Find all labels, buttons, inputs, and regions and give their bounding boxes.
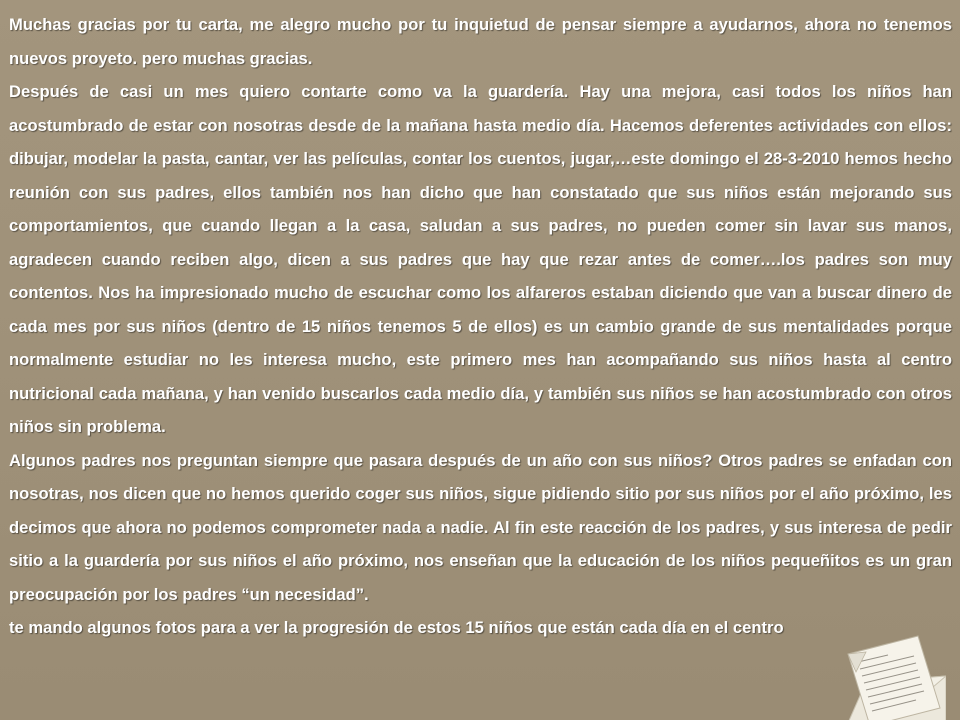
letter-icon	[836, 632, 946, 720]
paragraph-daycare-progress: Después de casi un mes quiero contarte como va la guardería. Hay una mejora, casi todos los niños han acostumbrado de estar con nosotras desde de la mañana hasta medio día. Hacemos deferentes actividades con ellos: dibujar, modelar la pasta, cantar, ver las películas, contar los cuentos, jugar,…este domingo el 28-3-2010 hemos hecho reunión con sus padres, ellos también nos han dicho que han constatado que sus niños están mejorando sus comportamientos, que cuando llegan a la casa, saludan a sus padres, no pueden comer sin lavar sus manos, agradecen cuando reciben algo, dicen a sus padres que hay que rezar antes de comer….los padres son muy contentos. Nos ha impresionado mucho de escuchar como los alfareros estaban diciendo que van a buscar dinero de cada mes por sus niños (dentro de 15 niños tenemos 5 de ellos) es un cambio grande de sus mentalidades porque normalmente estudiar no les interesa mucho, este primero mes han acompañando sus niños hasta al centro nutricional cada mañana, y han venido buscarlos cada medio día, y también sus niños se han acostumbrado con otros niños sin problema.	[9, 82, 952, 436]
letter-body	[9, 8, 952, 645]
paragraph-photos: te mando algunos fotos para a ver la progresión de estos 15 niños que están cada día en el centro	[9, 618, 784, 637]
paragraph-parents-questions: Algunos padres nos preguntan siempre que pasara después de un año con sus niños? Otros padres se enfadan con nosotras, nos dicen que no hemos querido coger sus niños, sigue pidiendo sitio por sus niños por el año próximo, les decimos que ahora no podemos comprometer nada a nadie. Al fin este reacción de los padres, y sus interesa de pedir sitio a la guardería por sus niños el año próximo, nos enseñan que la educación de los niños pequeñitos es un gran preocupación por los padres “un necesidad”.	[9, 450, 952, 604]
paragraph-thanks: Muchas gracias por tu carta, me alegro mucho por tu inquietud de pensar siempre a ayudarnos, ahora no tenemos nuevos proyeto. pero muchas gracias.	[9, 15, 952, 68]
